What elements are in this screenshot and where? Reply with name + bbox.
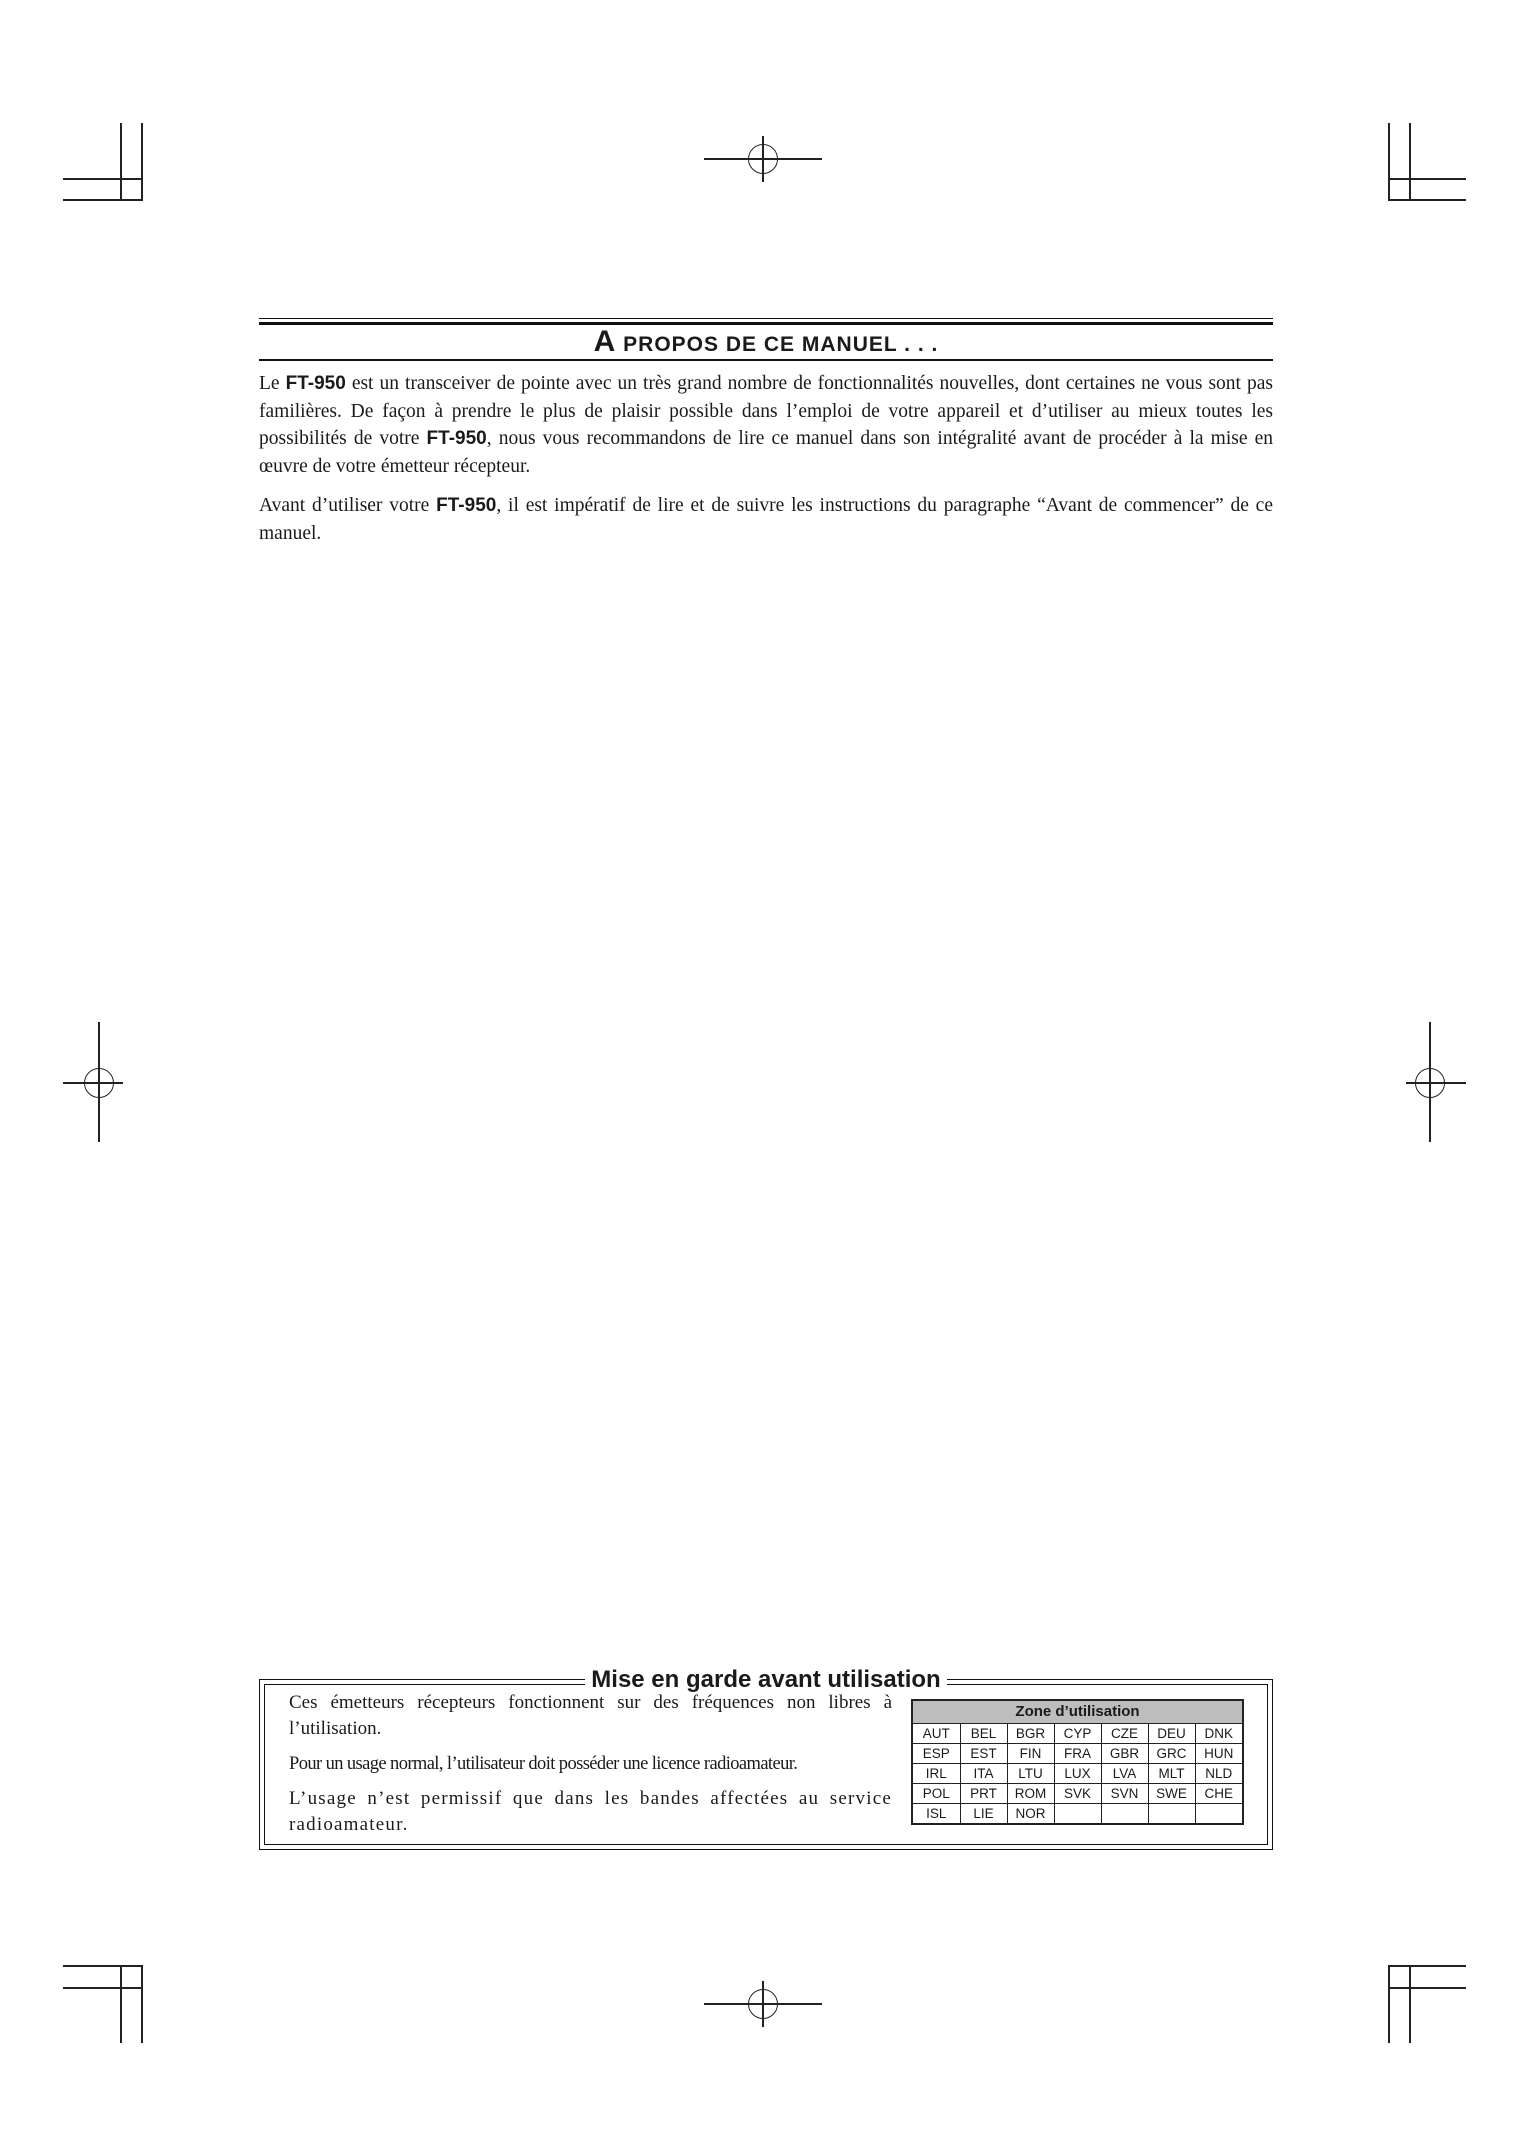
zone-cell: FIN bbox=[1007, 1744, 1054, 1764]
title-rule-bottom bbox=[259, 359, 1273, 361]
zone-cell: GRC bbox=[1148, 1744, 1195, 1764]
zone-cell: CZE bbox=[1101, 1724, 1148, 1744]
zone-cell: LUX bbox=[1054, 1764, 1101, 1784]
zone-cell: IRL bbox=[913, 1764, 960, 1784]
zone-cell: FRA bbox=[1054, 1744, 1101, 1764]
zone-cell: NOR bbox=[1007, 1804, 1054, 1824]
zone-cell: ISL bbox=[913, 1804, 960, 1824]
zone-row bbox=[913, 1724, 1242, 1744]
zone-cell bbox=[1054, 1804, 1101, 1824]
zone-cell: BGR bbox=[1007, 1724, 1054, 1744]
zone-cell: PRT bbox=[960, 1784, 1007, 1804]
zone-cell: SVK bbox=[1054, 1784, 1101, 1804]
zone-cell: NLD bbox=[1195, 1764, 1242, 1784]
zone-row bbox=[913, 1804, 1242, 1824]
warning-text bbox=[289, 1690, 892, 1847]
zone-cell: LVA bbox=[1101, 1764, 1148, 1784]
model-name: FT-950 bbox=[285, 373, 346, 394]
instructions-paragraph: Avant d’utiliser votre FT-950, il est impératif de lire et de suivre les instructions du paragraphe “Avant de commencer” de ce manuel. bbox=[259, 495, 1273, 544]
section-title: A PROPOS DE CE MANUEL . . . bbox=[593, 325, 939, 358]
zone-cell: LTU bbox=[1007, 1764, 1054, 1784]
warning-paragraph-license: Pour un usage normal, l’utilisateur doit posséder une licence radioamateur. bbox=[289, 1754, 798, 1774]
model-name: FT-950 bbox=[436, 495, 497, 516]
zone-cell: ESP bbox=[913, 1744, 960, 1764]
zone-cell: SWE bbox=[1148, 1784, 1195, 1804]
zone-row bbox=[913, 1784, 1242, 1804]
title-rule-top bbox=[259, 318, 1273, 325]
zone-table bbox=[911, 1699, 1244, 1825]
zone-cell: LIE bbox=[960, 1804, 1007, 1824]
warning-box bbox=[259, 1668, 1273, 1850]
zone-cell: SVN bbox=[1101, 1784, 1148, 1804]
zone-cell: ROM bbox=[1007, 1784, 1054, 1804]
about-manual-section bbox=[259, 318, 1273, 547]
zone-cell: POL bbox=[913, 1784, 960, 1804]
zone-table-title: Zone d’utilisation bbox=[913, 1701, 1242, 1724]
model-name: FT-950 bbox=[426, 428, 487, 449]
zone-grid bbox=[913, 1724, 1242, 1823]
warning-paragraph-bands: L’usage n’est permissif que dans les bandes affectées au service radioamateur. bbox=[289, 1788, 892, 1835]
zone-cell: MLT bbox=[1148, 1764, 1195, 1784]
zone-cell: AUT bbox=[913, 1724, 960, 1744]
zone-cell bbox=[1101, 1804, 1148, 1824]
zone-cell: GBR bbox=[1101, 1744, 1148, 1764]
zone-cell: DEU bbox=[1148, 1724, 1195, 1744]
zone-cell: DNK bbox=[1195, 1724, 1242, 1744]
zone-cell: CYP bbox=[1054, 1724, 1101, 1744]
warning-paragraph-frequencies: Ces émetteurs récepteurs fonctionnent sur des fréquences non libres à l’utilisation. bbox=[289, 1692, 892, 1739]
zone-cell: ITA bbox=[960, 1764, 1007, 1784]
zone-cell bbox=[1148, 1804, 1195, 1824]
warning-title: Mise en garde avant utilisation bbox=[259, 1666, 1273, 1694]
zone-row bbox=[913, 1764, 1242, 1784]
zone-row bbox=[913, 1744, 1242, 1764]
zone-cell: HUN bbox=[1195, 1744, 1242, 1764]
zone-cell: CHE bbox=[1195, 1784, 1242, 1804]
zone-cell: EST bbox=[960, 1744, 1007, 1764]
zone-cell bbox=[1195, 1804, 1242, 1824]
intro-paragraph: Le FT-950 est un transceiver de pointe avec un très grand nombre de fonctionnalités nouvelles, dont certaines ne vous sont pas familières. De façon à prendre le plus de plaisir possible dans l’emploi de votre appareil et d’utiliser au mieux toutes les possibilités de votre FT-950, nous vous recommandons de lire ce manuel dans son intégralité avant de procéder à la mise en œuvre de votre émetteur récepteur. bbox=[259, 373, 1273, 477]
zone-cell: BEL bbox=[960, 1724, 1007, 1744]
